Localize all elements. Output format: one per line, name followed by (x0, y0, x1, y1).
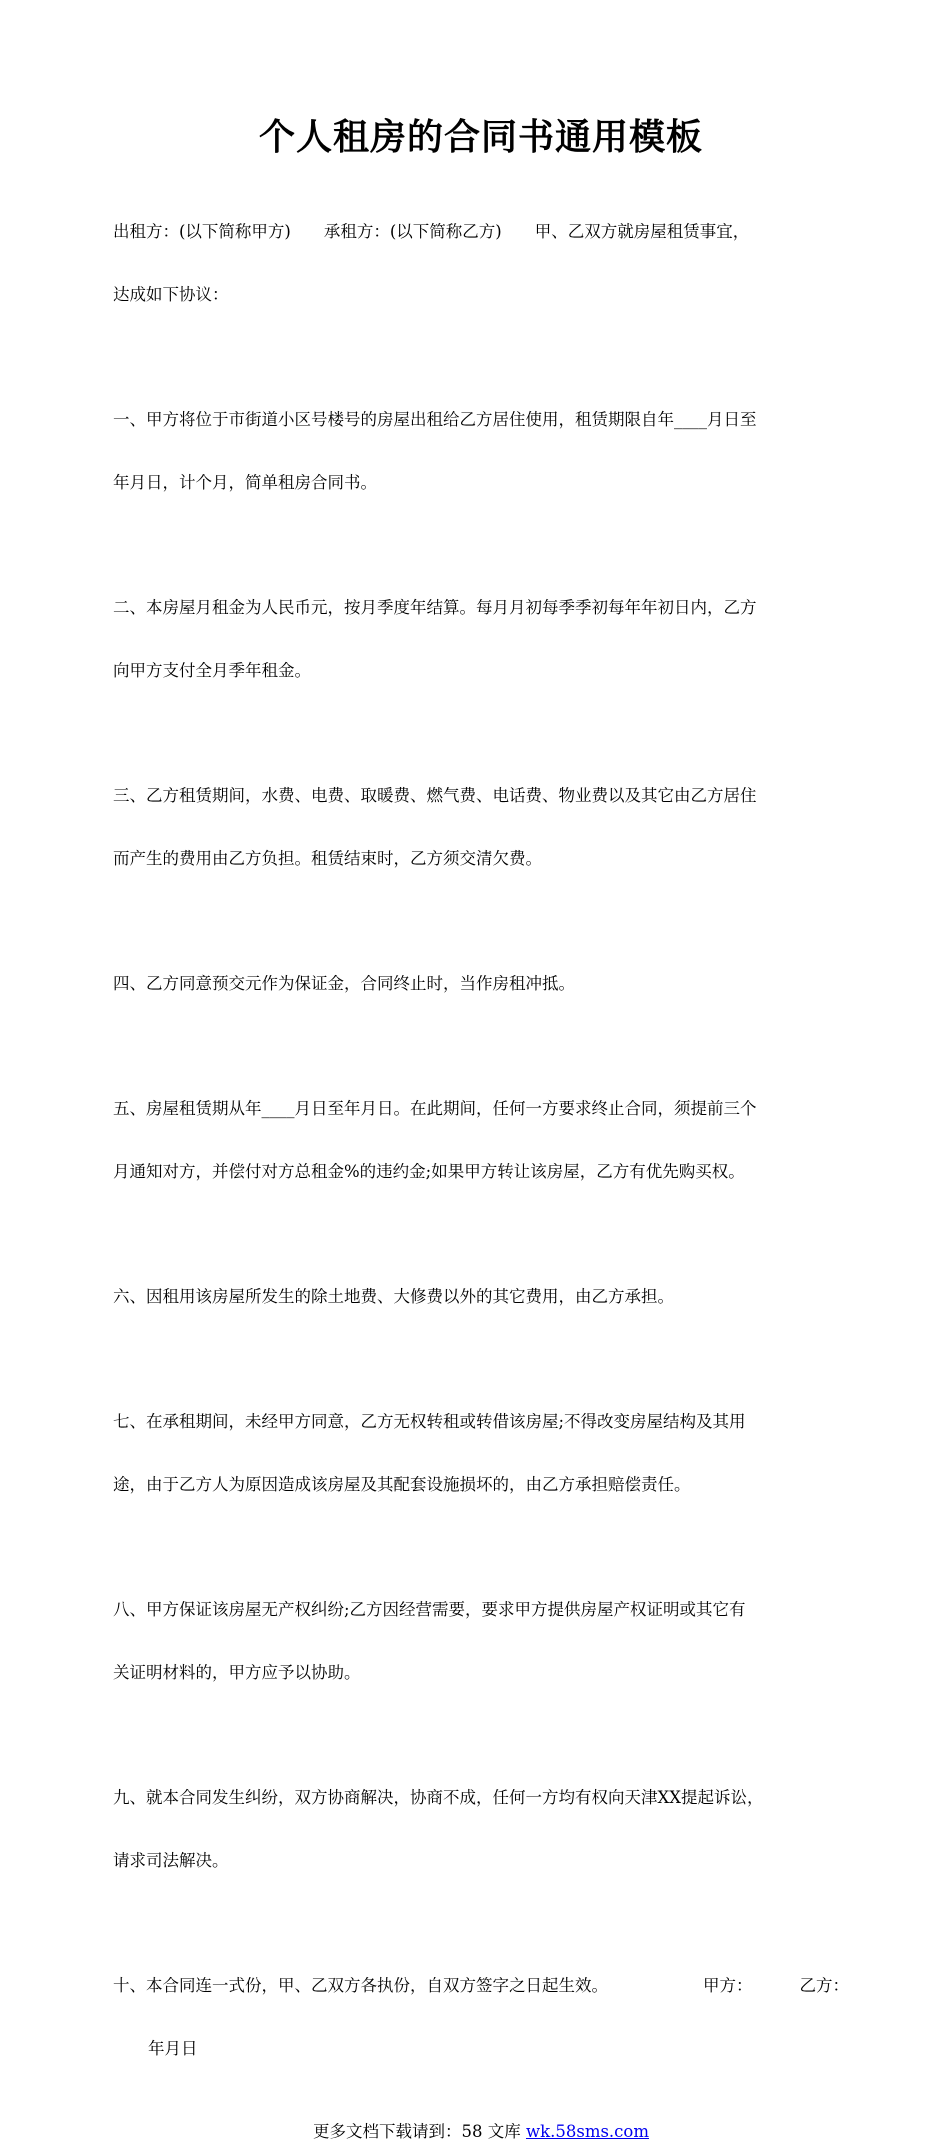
clause-line: 六、因租用该房屋所发生的除土地费、大修费以外的其它费用，由乙方承担。 (113, 1287, 674, 1306)
clause-line: 而产生的费用由乙方负担。租赁结束时，乙方须交清欠费。 (113, 849, 542, 868)
clause-line: 五、房屋租赁期从年____月日至年月日。在此期间，任何一方要求终止合同，须提前三个 (113, 1099, 757, 1118)
signature-date: 年月日 (148, 2039, 198, 2058)
document-title: 个人租房的合同书通用模板 (258, 116, 703, 158)
clause-line: 请求司法解决。 (113, 1851, 229, 1870)
footer-prefix: 更多文档下载请到：58 文库 (312, 2122, 526, 2141)
clause-7 (113, 1369, 849, 1537)
clause-line: 一、甲方将位于市街道小区号楼号的房屋出租给乙方居住使用，租赁期限自年____月日至 (113, 410, 757, 429)
intro-line-2: 达成如下协议： (113, 285, 229, 304)
clause-3 (113, 743, 849, 911)
clause-10 (113, 1933, 849, 2101)
clause-line: 二、本房屋月租金为人民币元，按月季度年结算。每月月初每季季初每年年初日内，乙方 (113, 598, 757, 617)
document-page (113, 112, 849, 2142)
clause-line: 八、甲方保证该房屋无产权纠纷;乙方因经营需要，要求甲方提供房屋产权证明或其它有 (113, 1600, 746, 1619)
clause-line: 年月日，计个月，简单租房合同书。 (113, 473, 377, 492)
clause-1 (113, 367, 849, 535)
clause-line: 九、就本合同发生纠纷，双方协商解决，协商不成，任何一方均有权向天津XX提起诉讼， (113, 1788, 764, 1807)
clause-4 (113, 931, 849, 1036)
clause-line: 月通知对方，并偿付对方总租金%的违约金;如果甲方转让该房屋，乙方有优先购买权。 (113, 1162, 745, 1181)
clause-8 (113, 1557, 849, 1725)
footer-note (113, 2121, 849, 2142)
clause-line: 四、乙方同意预交元作为保证金，合同终止时，当作房租冲抵。 (113, 974, 575, 993)
footer-link[interactable]: wk.58sms.com (525, 2122, 649, 2141)
clause-10-first-line (113, 1975, 849, 1996)
clause-5 (113, 1056, 849, 1224)
clause-9 (113, 1745, 849, 1913)
clause-line: 关证明材料的，甲方应予以协助。 (113, 1663, 361, 1682)
party-a-label: 甲方： (703, 1976, 753, 1995)
clause-6 (113, 1244, 849, 1349)
clause-line: 向甲方支付全月季年租金。 (113, 661, 311, 680)
intro-line-1: 出租方：(以下简称甲方) 承租方：(以下简称乙方) 甲、乙双方就房屋租赁事宜， (113, 222, 750, 241)
party-b-label: 乙方： (799, 1976, 849, 1995)
clause-line: 七、在承租期间，未经甲方同意，乙方无权转租或转借该房屋;不得改变房屋结构及其用 (113, 1412, 746, 1431)
clause-line: 三、乙方租赁期间，水费、电费、取暖费、燃气费、电话费、物业费以及其它由乙方居住 (113, 786, 757, 805)
clause-line: 途，由于乙方人为原因造成该房屋及其配套设施损坏的，由乙方承担赔偿责任。 (113, 1475, 691, 1494)
clause-10-text: 十、本合同连一式份，甲、乙双方各执份，自双方签字之日起生效。 (113, 1976, 608, 1995)
intro-paragraph (113, 179, 849, 347)
clause-2 (113, 555, 849, 723)
